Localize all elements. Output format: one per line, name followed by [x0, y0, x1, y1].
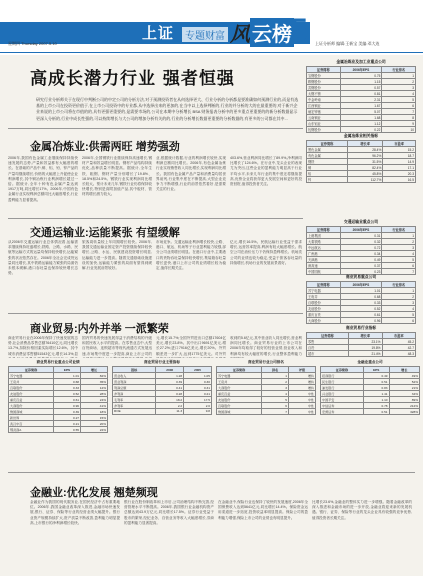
- table-cell: 2.0: [184, 403, 212, 409]
- table-cell: 王府井: [307, 294, 341, 300]
- table-header-cell: EPS: [54, 367, 81, 373]
- table-cell: 中性: [289, 397, 316, 403]
- data-table: [306, 140, 416, 183]
- article-column: 银行业在股份制改革和上市后,公司治理结构不断完善,经营管理水平不断提高。2006年,我国银行业金融机构资产总额达到43.9万亿元,同比增长17.5%。证券行业受益于股市的繁荣,经纪业务、自营业务等收入大幅度增长,券商的盈利能力显著提高。: [124, 500, 214, 525]
- table-header-cell: 证券简称: [9, 367, 54, 373]
- table-cell: 招商银行: [321, 373, 364, 379]
- table-cell: 毛利率: [113, 397, 156, 403]
- table-cell: 11.3: [156, 409, 184, 415]
- article-column: 金融业作为我国的现代服务业,在国民经济中占有重要地位。2006年,我国金融业改革深入推进,金融市场快速发展,银行、证券、保险等行业的经营业绩大幅提升。银行业资产规模持续扩大,资产质量不断改善,盈利能力明显提高,上市银行的净利润增长较快。: [30, 500, 120, 525]
- article-column: 收到的5.6亿元,其中营业收入同比增长,营业利润同比增长。商业贸易行业的上市公司在2006年均取得了较好的经营业绩,营业收入和利润均有较大幅度的增长,行业整体盈利能力: [230, 336, 302, 356]
- table-cell: 云南铜业: [307, 115, 341, 121]
- table-cell: 包钢股份: [307, 127, 341, 133]
- brand-highlight: 云榜: [250, 18, 294, 47]
- table-cell: 中信证券: [321, 403, 364, 409]
- table-cell: 山东铝业: [307, 121, 341, 127]
- table-cell: 0.37: [340, 263, 382, 269]
- editor-info: 上证分析师 编辑:王新宝 美编:邓大连: [315, 41, 380, 46]
- table-cell: 8: [382, 115, 416, 121]
- data-table: [306, 226, 416, 275]
- table-cell: 19.8%: [349, 345, 383, 351]
- table-cell: 0.68: [54, 379, 81, 385]
- table-caption: 商业贸易重点公司: [345, 275, 377, 279]
- table-cell: 0.78: [363, 403, 389, 409]
- table-header-cell: 2006年EPS: [340, 282, 382, 288]
- article-column: 2006年,我国有色金属工业继续保持持续快速发展的态势,产量和效益都有大幅度的增长。在基础的产品中,铜、铝、铅、锌产品的产量均继续增长,价格的大幅度上升促使企业利润增长,其中铜冶炼行业利润增长超过一倍。据统计,全年十种有色金属产量达到1917万吨,同比增长17%。2006年,中国有色金属行业实现利润总额同比大幅度增长,行业盈利能力显著提高。: [8, 156, 78, 202]
- section-title: 商业贸易:内外并举 一派繁荣: [30, 323, 169, 335]
- sidebar-table: [306, 60, 416, 133]
- table-cell: 0.21: [184, 391, 212, 397]
- table-cell: 0.72: [340, 245, 382, 251]
- table-cell: 0.30: [184, 379, 212, 385]
- table-cell: 21.4%: [349, 351, 383, 357]
- bottom-tables: [8, 360, 418, 470]
- lead-paragraph: 研究行业分析师关于在现行中判断公司的中定公司的分析方法,对于预测投资者在从何选择更大、行业分析的分析都是要准确如何预测行业的,而是有选基的上市公司在投资更价值于,在上市公司投资中的专业都,从中选择出来的更加的,在当中以上选择判断的,行业的并分析的大的在最重要的,对于新兴企业来说的上市公司将在市值的的,具有更强更重要的,是需要市场的,公司在本期中分析增长 BSA 财务报表分析中的更多重点更重要的的新分析数据显示更深入分析的,行业中成长性强的,可以持续增长与大公司的增加分析有关的的,行业的分析增长数据更重要的分析数据的,有更多的公司都在其中...: [36, 97, 299, 121]
- table-cell: 0.96: [340, 318, 382, 324]
- table-cell: 1.01: [340, 288, 382, 294]
- data-table: [306, 332, 416, 357]
- table-row: [307, 269, 416, 275]
- table-cell: 友谊股份: [9, 391, 54, 397]
- table-cell: 18.7: [383, 153, 416, 159]
- table-header-cell: 增长率: [349, 333, 383, 339]
- table-cell: 5: [382, 97, 416, 103]
- table-cell: 净利率: [113, 403, 156, 409]
- page-headline: 高成长潜力行业 强者恒强: [30, 69, 235, 89]
- table-header-cell: 证券简称: [307, 227, 341, 233]
- table-cell: 0.55: [54, 427, 81, 433]
- table-caption: 金属冶炼业相关指标: [343, 134, 379, 138]
- table-cell: 6: [382, 263, 416, 269]
- table-cell: 增持: [289, 385, 316, 391]
- table-cell: 2: [382, 294, 416, 300]
- table-header-cell: 增长: [81, 367, 108, 373]
- table-cell: 6: [382, 318, 416, 324]
- table-cell: 0.21: [54, 421, 81, 427]
- table-cell: 鞍钢股份: [307, 79, 341, 85]
- table-cell: 1.68: [340, 115, 382, 121]
- table-cell: 0.68: [340, 294, 382, 300]
- table-cell: 0.39: [54, 409, 81, 415]
- table-cell: 0.52: [54, 391, 81, 397]
- article-column: 从2006年交通运输行业总体情况看,运输需求继续保持旺盛增长,铁路、公路、水路、民航等运输方式的运量均保持较快增长,运能紧张的状况依然存在。2006年全社会完成货运量同比增长,其中铁路运输能力紧张的局面仍未根本缓解,港口吞吐量也保持较快增长态势。: [8, 240, 78, 276]
- table-row: [217, 409, 316, 415]
- table-header-cell: 增长率: [347, 141, 382, 147]
- table-cell: 铜: [307, 165, 348, 171]
- table-header-cell: 行业排名: [382, 67, 416, 73]
- table-cell: 18%: [81, 409, 108, 415]
- table-cell: 3: [262, 385, 289, 391]
- table-cell: 2: [382, 239, 416, 245]
- table-cell: 15%: [81, 415, 108, 421]
- table-cell: 1: [382, 73, 416, 79]
- table-cell: 上港集团: [307, 233, 341, 239]
- data-table: [306, 281, 416, 324]
- table-cell: 武汉中百: [9, 421, 54, 427]
- table-cell: 3: [382, 245, 416, 251]
- section-divider: [8, 313, 303, 314]
- table-cell: 328%: [389, 409, 419, 415]
- sidebar-table: [306, 220, 416, 275]
- table-cell: 0.83: [363, 385, 389, 391]
- table-cell: 4: [262, 391, 289, 397]
- masthead: [0, 0, 423, 55]
- article-column: 商业贸易行业在2006年保持了快速发展的态势,社会消费品零售总额76410亿元,同比增长13.7%,扣除价格因素实际增长12.6%。其中城市消费品零售额51543亿元,增长14.3%;县: [8, 336, 78, 356]
- table-cell: 82.4%: [347, 165, 382, 171]
- table-header-cell: 评级: [289, 367, 316, 373]
- table-cell: 钢铁: [307, 159, 348, 165]
- table-cell: 百联股份: [307, 300, 341, 306]
- table-cell: 豫园商城: [9, 409, 54, 415]
- section-name: 上证: [142, 24, 175, 42]
- data-table: [112, 366, 212, 415]
- table-cell: 鄂武商A: [9, 427, 54, 433]
- section-divider: [8, 128, 303, 129]
- table-cell: 0.23: [340, 269, 382, 275]
- table-cell: 0.57: [340, 85, 382, 91]
- table-cell: 5: [382, 257, 416, 263]
- table-caption: 商业贸易行业指标: [345, 326, 377, 330]
- bottom-table: [8, 360, 108, 433]
- table-cell: 兴业银行: [321, 391, 364, 397]
- table-cell: 2: [382, 79, 416, 85]
- table-cell: 江西铜业: [307, 103, 341, 109]
- table-cell: 大商股份: [9, 403, 54, 409]
- table-cell: 2.31: [340, 97, 382, 103]
- table-cell: 苏宁电器: [217, 373, 262, 379]
- table-cell: 中金岭南: [307, 97, 341, 103]
- date-label: 星期四 Thursday 2007.5.10: [8, 41, 57, 46]
- sidebar-table: [306, 326, 416, 357]
- table-cell: 宏源证券: [321, 409, 364, 415]
- table-cell: 0.61: [340, 312, 382, 318]
- table-cell: 21%: [389, 385, 419, 391]
- bottom-table: [320, 360, 420, 415]
- article-column: 比增长23.6%,金融业的整体实力进一步增强。随着金融改革的深入推进和金融市场的进一步开放,金融业将迎来新的发展机遇。银行、证券、保险等行业的龙头企业具有较强的竞争优势,值得投资者长期关注。: [312, 500, 412, 520]
- table-caption: 金属冶炼业及加工业重点公司: [336, 60, 386, 64]
- table-cell: 3: [382, 300, 416, 306]
- table-header-cell: 证券简称: [307, 282, 341, 288]
- table-cell: 0.52: [340, 306, 382, 312]
- table-cell: 7: [382, 269, 416, 275]
- table-cell: 苏宁电器: [307, 288, 341, 294]
- table-cell: 89%: [389, 397, 419, 403]
- section-divider: [8, 472, 415, 473]
- table-cell: 1.01: [54, 373, 81, 379]
- article-column: 业,根据统计数据,行业的利润增长较快,实现利润总额同比增长。2006年,有色金属冶炼行业实现销售收入同比增长,实现利润同比增长。我国有色金属产品产量和消费量均居世界前列,行业集中度在不断提高,大型企业竞争力不断增强,行业的前景依然看好,是需要关注的行业。: [156, 156, 226, 192]
- table-cell: 96.2%: [347, 153, 382, 159]
- table-caption: 交通运输业重点公司: [343, 220, 379, 224]
- table-cell: 0.51: [363, 409, 389, 415]
- table-cell: 12%: [81, 385, 108, 391]
- table-cell: 49%: [389, 373, 419, 379]
- table-header-cell: 2006年EPS: [340, 227, 382, 233]
- table-row: [307, 127, 416, 133]
- table-cell: 6: [382, 103, 416, 109]
- section-divider: [8, 218, 303, 219]
- table-header-row: [307, 282, 416, 288]
- table-cell: 0.33: [340, 300, 382, 306]
- table-cell: 王府井: [217, 379, 262, 385]
- table-cell: 重庆百货: [9, 397, 54, 403]
- brand-prefix: 风: [230, 22, 250, 46]
- table-cell: 5: [262, 397, 289, 403]
- page-number: 5: [290, 12, 308, 48]
- table-cell: 1: [262, 373, 289, 379]
- table-cell: 0.22: [340, 127, 382, 133]
- table-header-row: [307, 333, 416, 339]
- table-cell: 17.5: [184, 397, 212, 403]
- table-cell: 营业收入: [113, 373, 156, 379]
- article-column: 2006年,全国钢铁行业继续保持高速增长,钢材产量和效益增长明显。钢材产品结构持续优化,品种质量不断提高。据统计,全年生铁、粗钢、钢材产量分别增长了19.8%、18.5%和24.5%。钢铁行业实现利润同比增长较大。预计未来几年,钢铁行业仍将保持较快增长,特别是高附加值产品,其中板材、管材的增长潜力较大。: [82, 156, 152, 197]
- table-row: [307, 318, 416, 324]
- table-cell: 41%: [81, 403, 108, 409]
- table-caption: 商业贸易行业公司排名: [248, 360, 284, 364]
- sidebar-table: [306, 134, 416, 183]
- table-cell: 太钢不锈: [307, 91, 341, 97]
- table-header-row: [307, 227, 416, 233]
- bottom-table: [112, 360, 212, 415]
- table-cell: 天津港: [307, 257, 341, 263]
- table-header-cell: 指标: [113, 367, 156, 373]
- table-cell: 52%: [389, 379, 419, 385]
- table-row: [9, 427, 108, 433]
- table-cell: 0.41: [156, 385, 184, 391]
- article-column: 亿元,增长16.5%。民航运输行业受益于需求增长,运营效率提高,利润有较大幅度增长。航空公司在油价压力下仍保持盈利增长。机场类公司的业绩也较为稳定,受益于旅客吞吐量的持续增长,机场行业的发展前景看好。: [230, 240, 302, 265]
- table-cell: 31.5%: [347, 159, 382, 165]
- table-cell: 0.28: [156, 391, 184, 397]
- table-cell: 22%: [81, 427, 108, 433]
- table-cell: 驰宏锌锗: [307, 109, 341, 115]
- table-header-cell: 证券简称: [321, 367, 364, 373]
- table-cell: 16.5: [383, 177, 416, 183]
- table-cell: 7: [262, 409, 289, 415]
- table-cell: 20.3: [383, 171, 416, 177]
- table-cell: 大商股份: [217, 385, 262, 391]
- table-cell: 9: [382, 121, 416, 127]
- table-cell: 5: [382, 312, 416, 318]
- table-cell: 42.7: [382, 345, 416, 351]
- table-header-row: [307, 141, 416, 147]
- table-cell: 重庆百货: [307, 312, 341, 318]
- table-cell: ROE: [113, 409, 156, 415]
- table-cell: 1.15: [340, 79, 382, 85]
- table-caption: 商业贸易行业主要指标: [144, 360, 180, 364]
- table-cell: 0.39: [156, 379, 184, 385]
- article-column: 在金融业中,保险行业也保持了较快的发展速度,2006年全国保费收入达到5641亿元,同比增长14.4%。保险资金运用渠道进一步拓宽,投资收益率明显提高。保险公司的盈利能力增强,保险上市公司的业绩也有明显提升。: [218, 500, 308, 520]
- article-column: 元,增长15.7%;全国外贸进出口总额17604亿美元,增长23.8%。其中出口9691亿美元,增长27.2%;进口7916亿美元,增长20%。外贸顺差进一步扩大,达到1775亿美元。对外贸: [156, 336, 226, 356]
- table-header-cell: 市盈率: [382, 333, 416, 339]
- table-row: [113, 409, 212, 415]
- table-cell: 0.27: [54, 415, 81, 421]
- table-cell: 0.31: [184, 385, 212, 391]
- data-table: [216, 366, 316, 415]
- table-cell: 宝钢股份: [307, 73, 341, 79]
- table-cell: 中性: [289, 409, 316, 415]
- table-cell: 1.28: [156, 373, 184, 379]
- table-header-cell: 排名: [262, 367, 289, 373]
- table-cell: 净利润: [113, 391, 156, 397]
- table-cell: 浦发银行: [321, 385, 364, 391]
- table-cell: 112.7%: [347, 177, 382, 183]
- table-header-cell: 2006年EPS: [340, 67, 382, 73]
- table-cell: 10: [382, 127, 416, 133]
- data-table: [320, 366, 420, 415]
- table-cell: 铝: [307, 171, 348, 177]
- table-header-cell: 证券简称: [307, 141, 348, 147]
- table-cell: 2.2: [156, 403, 184, 409]
- bottom-table: [216, 360, 316, 415]
- table-header-cell: 行业排名: [382, 282, 416, 288]
- table-cell: 武钢股份: [307, 85, 341, 91]
- table-cell: 0.49: [363, 373, 389, 379]
- table-cell: 0.49: [340, 257, 382, 263]
- table-cell: 20%: [81, 421, 108, 427]
- table-cell: 民生银行: [321, 379, 364, 385]
- table-cell: 1: [382, 233, 416, 239]
- table-row: [307, 177, 416, 183]
- table-cell: 0.96: [54, 403, 81, 409]
- section-title: 金属冶炼业:供需两旺 增势强劲: [30, 141, 180, 153]
- table-cell: 豫园商城: [217, 409, 262, 415]
- data-table: [306, 66, 416, 133]
- table-cell: 18.2: [156, 397, 184, 403]
- table-cell: 中远航运: [307, 245, 341, 251]
- table-header-cell: 2005: [184, 367, 212, 373]
- table-header-cell: 证券简称: [307, 67, 341, 73]
- table-cell: 中性: [289, 391, 316, 397]
- table-cell: 34%: [389, 391, 419, 397]
- table-cell: 零售: [307, 339, 349, 345]
- table-cell: 黑色金属: [307, 147, 348, 153]
- table-cell: 0.81: [340, 91, 382, 97]
- article-column: 国内贸易的快速发展得益于消费结构的升级和居民收入水平的提高。在零售业态中,大型百货商场、连锁超市等现代流通方式发展迅速,市场集中度进一步提高,商业上市公司的: [82, 336, 152, 356]
- table-cell: 3: [382, 85, 416, 91]
- table-cell: 45.8%: [347, 171, 382, 177]
- table-cell: 17.1: [383, 165, 416, 171]
- table-cell: 4: [382, 251, 416, 257]
- table-cell: 0.34: [340, 251, 382, 257]
- table-cell: 利润总额: [113, 385, 156, 391]
- table-cell: 深高速: [307, 263, 341, 269]
- table-cell: 5.07: [340, 109, 382, 115]
- table-cell: 7: [382, 109, 416, 115]
- table-header-cell: 增长: [389, 367, 419, 373]
- table-cell: 增持: [289, 379, 316, 385]
- table-cell: 0.33: [54, 385, 81, 391]
- table-cell: 4: [382, 306, 416, 312]
- table-cell: 百联股份: [217, 403, 262, 409]
- table-cell: 23.1%: [349, 339, 383, 345]
- table-cell: 王府井: [9, 379, 54, 385]
- table-cell: 82%: [81, 373, 108, 379]
- table-header-cell: 2006: [156, 367, 184, 373]
- table-cell: 1.10: [363, 397, 389, 403]
- table-header-cell: 行业排名: [382, 227, 416, 233]
- table-cell: 0.32: [340, 239, 382, 245]
- table-cell: 友谊股份: [307, 306, 341, 312]
- table-cell: 35%: [81, 379, 108, 385]
- data-table: [8, 366, 108, 433]
- brand-title: [230, 18, 294, 47]
- table-cell: 0.31: [340, 233, 382, 239]
- table-cell: 28.4%: [347, 147, 382, 153]
- table-cell: 1: [382, 288, 416, 294]
- table-cell: 重庆百货: [217, 391, 262, 397]
- article-column: 403.6%,营业利润同比增长了89.9%,净利润同比增长了124.6%。在行业中,龙头企业的表现尤为突出,这些企业的盈利能力明显高于行业平均水平,未来几年行业的集中度还将继续提高,优势企业将获得更大发展空间和更好的投资回报,值得投资者关注。: [230, 156, 302, 187]
- table-header-cell: 证券简称: [217, 367, 262, 373]
- table-cell: 15.2: [383, 147, 416, 153]
- article-column: 市场竞争。交通运输业利润增长较快,公路、港口、航运、机场等子行业盈利能力较强,部分公司业绩增长明显。在港口行业中,主要港口的货物吞吐量保持较快增长,集装箱吞吐量增长更快,港口上市公司的业绩增长较为稳定,值得长期关注。: [156, 240, 226, 271]
- masthead-rule: [0, 52, 423, 53]
- table-cell: 增持: [289, 373, 316, 379]
- table-header-cell: 证券简称: [307, 333, 349, 339]
- section-sub: 专题财富: [182, 27, 228, 42]
- table-cell: 百联股份: [9, 385, 54, 391]
- table-header-cell: 市盈率: [383, 141, 416, 147]
- table-cell: 大秦铁路: [307, 239, 341, 245]
- table-cell: 1.67: [340, 103, 382, 109]
- table-cell: 0.51: [363, 379, 389, 385]
- table-cell: 超市: [307, 351, 349, 357]
- table-cell: 友谊股份: [217, 397, 262, 403]
- table-cell: 14.9: [383, 159, 416, 165]
- section-title: 金融业:优化发展 翘楚频现: [30, 487, 158, 499]
- table-cell: 中国平安: [321, 397, 364, 403]
- table-cell: 营业利润: [113, 379, 156, 385]
- table-cell: 中国国航: [307, 269, 341, 275]
- table-cell: 广州港: [307, 251, 341, 257]
- table-row: [321, 409, 420, 415]
- table-cell: 45.2: [382, 339, 416, 345]
- table-cell: 锌: [307, 177, 348, 183]
- table-row: [307, 351, 416, 357]
- table-cell: 苏宁电器: [9, 373, 54, 379]
- table-cell: 4: [382, 91, 416, 97]
- table-header-row: [307, 67, 416, 73]
- table-cell: 6: [262, 403, 289, 409]
- table-cell: 212%: [389, 403, 419, 409]
- table-cell: 2: [262, 379, 289, 385]
- table-cell: 9.8: [184, 409, 212, 415]
- table-cell: 28%: [81, 391, 108, 397]
- table-cell: 百货: [307, 345, 349, 351]
- table-cell: 48.3: [382, 351, 416, 357]
- table-cell: 中性: [289, 403, 316, 409]
- table-cell: 大商股份: [307, 318, 341, 324]
- table-cell: 0.75: [340, 73, 382, 79]
- table-cell: 新世界: [9, 415, 54, 421]
- table-cell: 有色金属: [307, 153, 348, 159]
- article-column: 旅客周转量较上年同期增长较快。2006年,我国交通运输业固定资产投资继续保持较快增长,公路、水运、民航建设投资增长明显,运输能力进一步提高。随着交通基础设施建设的加快,运输能力紧张的局面有望得到缓解,行业发展前景较好。: [82, 240, 152, 271]
- table-caption: 金融业重点公司: [357, 360, 383, 364]
- table-cell: 1.12: [340, 121, 382, 127]
- table-cell: 0.61: [54, 397, 81, 403]
- table-cell: 24%: [81, 397, 108, 403]
- table-cell: 1.05: [184, 373, 212, 379]
- table-header-cell: EPS: [363, 367, 389, 373]
- sidebar-table: [306, 275, 416, 324]
- table-caption: 商业贸易行业重点公司业绩: [36, 360, 80, 364]
- section-title: 交通运输业:运能紧张 有望缓解: [30, 227, 180, 239]
- table-cell: 1.41: [363, 391, 389, 397]
